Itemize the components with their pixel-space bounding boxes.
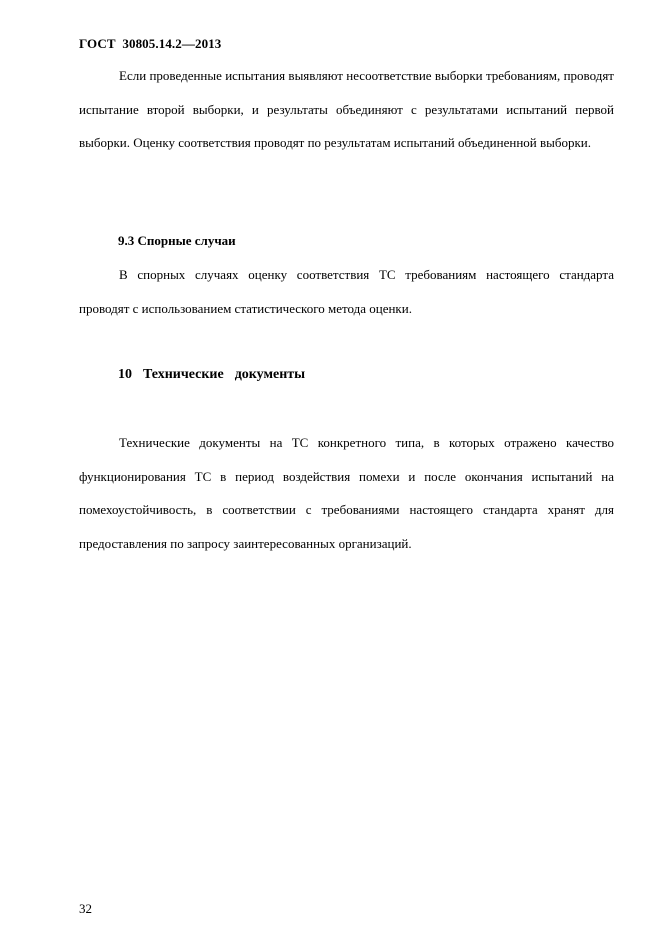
paragraph-sample-retest: Если проведенные испытания выявляют несоответствие выборки требованиям, проводят испытание второй выборки, и результаты объединяют с результатами испытаний первой выборки. Оценку соответствия проводят по результатам испытаний объединенной выборки. — [79, 68, 614, 150]
section-9-3-title: 9.3 Спорные случаи — [118, 233, 236, 248]
section-9-3-text: В спорных случаях оценку соответствия ТС требованиям настоящего стандарта проводят с использованием статистического метода оценки. — [79, 267, 614, 316]
section-10-text: Технические документы на ТС конкретного типа, в которых отражено качество функционирования ТС в период воздействия помехи и после окончания испытаний на помехоустойчивость, в соответствии с требованиями настоящего стандарта хранят для предоставления по запросу заинтересованных организаций. — [79, 435, 614, 552]
section-10-title: 10 Технические документы — [118, 367, 306, 382]
page-number: 32 — [79, 901, 92, 916]
document-header: ГОСТ 30805.14.2—2013 — [79, 36, 222, 51]
